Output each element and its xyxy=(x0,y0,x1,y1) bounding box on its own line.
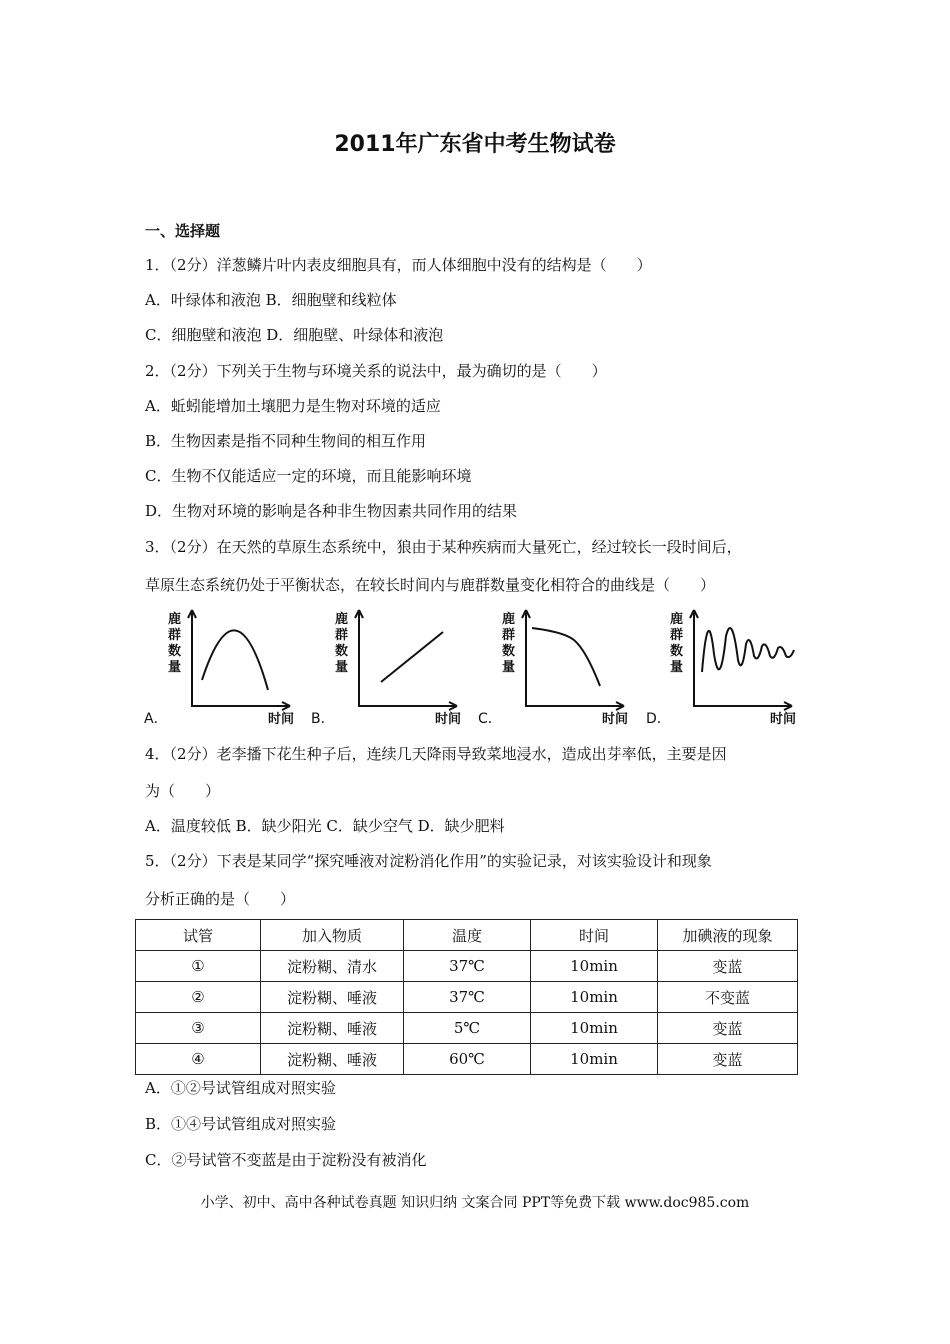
q5-option-a: A．①②号试管组成对照实验 xyxy=(145,1079,336,1097)
page-footer: 小学、初中、高中各种试卷真题 知识归纳 文案合同 PPT等免费下载 www.doc985.com xyxy=(200,1195,750,1211)
q4-stem-line2: 为（ ） xyxy=(145,782,221,800)
q3-stem-line2: 草原生态系统仍处于平衡状态，在较长时间内与鹿群数量变化相符合的曲线是（ ） xyxy=(145,576,716,594)
graph-c-option-label: C． xyxy=(478,711,502,727)
table-header-cell: 温度 xyxy=(404,920,531,951)
q2-stem: 2．（2分）下列关于生物与环境关系的说法中，最为确切的是（ ） xyxy=(145,362,607,380)
graph-option-d xyxy=(642,606,802,730)
table-cell: 淀粉糊、唾液 xyxy=(261,1013,404,1044)
table-cell: ① xyxy=(136,951,261,982)
q2-option-a: A．蚯蚓能增加土壤肥力是生物对环境的适应 xyxy=(145,397,441,415)
table-cell: 5℃ xyxy=(404,1013,531,1044)
table-cell: 变蓝 xyxy=(658,1044,798,1075)
table-cell: 变蓝 xyxy=(658,1013,798,1044)
q4-stem-line1: 4．（2分）老李播下花生种子后，连续几天降雨导致菜地浸水，造成出芽率低，主要是因 xyxy=(145,745,727,763)
graph-b-y-label: 鹿群数量 xyxy=(335,612,349,675)
graph-d-option-label: D． xyxy=(646,711,671,727)
q1-options-ab: A．叶绿体和液泡 B．细胞壁和线粒体 xyxy=(145,291,397,309)
graph-option-a xyxy=(140,606,300,730)
table-cell: 60℃ xyxy=(404,1044,531,1075)
table-row xyxy=(136,1044,798,1075)
table-cell: 不变蓝 xyxy=(658,982,798,1013)
table-row xyxy=(136,1013,798,1044)
table-cell: 淀粉糊、唾液 xyxy=(261,1044,404,1075)
graph-c-y-label: 鹿群数量 xyxy=(502,612,516,675)
table-header-row xyxy=(136,920,798,951)
q1-options-cd: C．细胞壁和液泡 D．细胞壁、叶绿体和液泡 xyxy=(145,326,444,344)
graph-b-x-label: 时间 xyxy=(435,712,462,727)
q5-option-c: C．②号试管不变蓝是由于淀粉没有被消化 xyxy=(145,1151,427,1169)
experiment-table xyxy=(135,919,798,1075)
table-cell: ④ xyxy=(136,1044,261,1075)
q1-stem: 1．（2分）洋葱鳞片叶内表皮细胞具有，而人体细胞中没有的结构是（ ） xyxy=(145,256,652,274)
q5-option-b: B．①④号试管组成对照实验 xyxy=(145,1115,337,1133)
graph-a-option-label: A． xyxy=(144,711,168,727)
table-row xyxy=(136,982,798,1013)
table-row xyxy=(136,951,798,982)
table-cell: 变蓝 xyxy=(658,951,798,982)
section-heading: 一、选择题 xyxy=(145,222,221,240)
table-header-cell: 试管 xyxy=(136,920,261,951)
table-cell: 10min xyxy=(531,1044,658,1075)
table-cell: ③ xyxy=(136,1013,261,1044)
q3-stem-line1: 3．（2分）在天然的草原生态系统中，狼由于某种疾病而大量死亡，经过较长一段时间后， xyxy=(145,538,742,556)
table-cell: 37℃ xyxy=(404,951,531,982)
q5-stem-line1: 5．（2分）下表是某同学“探究唾液对淀粉消化作用”的实验记录，对该实验设计和现象 xyxy=(145,852,712,870)
graph-a-x-label: 时间 xyxy=(268,712,295,727)
q3-graph-options xyxy=(140,606,820,730)
graph-c-x-label: 时间 xyxy=(602,712,629,727)
graph-d-y-label: 鹿群数量 xyxy=(670,612,684,675)
q5-stem-line2: 分析正确的是（ ） xyxy=(145,890,296,908)
graph-option-b xyxy=(307,606,467,730)
table-cell: 37℃ xyxy=(404,982,531,1013)
q2-option-d: D．生物对环境的影响是各种非生物因素共同作用的结果 xyxy=(145,502,518,520)
graph-d-x-label: 时间 xyxy=(770,712,797,727)
table-cell: 10min xyxy=(531,1013,658,1044)
table-header-cell: 加入物质 xyxy=(261,920,404,951)
table-cell: 10min xyxy=(531,982,658,1013)
page-title: 2011年广东省中考生物试卷 xyxy=(334,132,616,157)
table-header-cell: 时间 xyxy=(531,920,658,951)
q4-options: A．温度较低 B．缺少阳光 C．缺少空气 D．缺少肥料 xyxy=(145,817,505,835)
graph-b-option-label: B． xyxy=(311,711,335,727)
table-cell: 10min xyxy=(531,951,658,982)
table-header-cell: 加碘液的现象 xyxy=(658,920,798,951)
table-cell: 淀粉糊、清水 xyxy=(261,951,404,982)
q2-option-b: B．生物因素是指不同种生物间的相互作用 xyxy=(145,432,427,450)
graph-option-c xyxy=(474,606,634,730)
table-cell: 淀粉糊、唾液 xyxy=(261,982,404,1013)
q2-option-c: C．生物不仅能适应一定的环境，而且能影响环境 xyxy=(145,467,472,485)
graph-a-y-label: 鹿群数量 xyxy=(168,612,182,675)
table-cell: ② xyxy=(136,982,261,1013)
